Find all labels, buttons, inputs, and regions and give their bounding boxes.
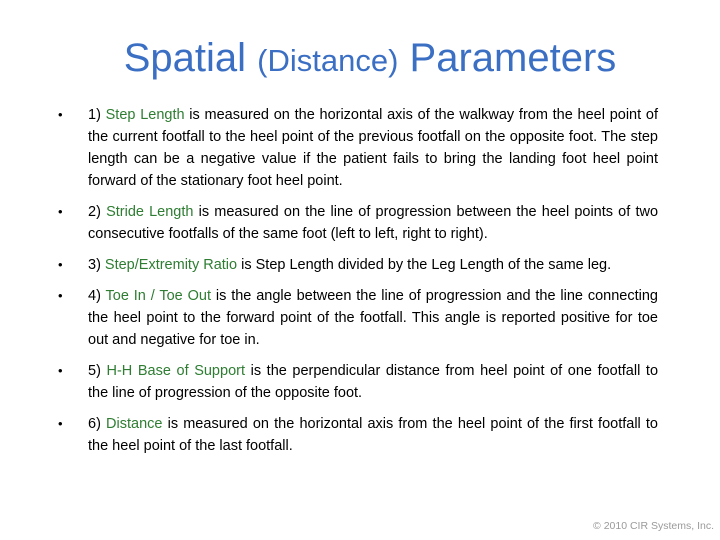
term-step-extremity-ratio: Step/Extremity Ratio [104, 257, 238, 273]
bullet-icon: • [58, 363, 63, 378]
list-item [58, 254, 658, 276]
item-prefix: 5) [88, 363, 107, 379]
item-text: is Step Length divided by the Leg Length of the same leg. [237, 257, 612, 273]
item-text: is the perpendicular distance from heel point of one footfall to the line of progression of the opposite foot. [88, 363, 659, 401]
term-stride-length: Stride Length [106, 204, 194, 220]
list-item [58, 413, 658, 457]
term-distance: Distance [106, 416, 163, 432]
list-item [58, 360, 658, 404]
bullet-icon: • [58, 204, 63, 219]
title-paren: (Distance) [257, 43, 399, 78]
list-item [58, 285, 658, 351]
copyright-footer: © 2010 CIR Systems, Inc. [593, 520, 714, 532]
title-tail: Parameters [409, 36, 617, 80]
item-text: is the angle between the line of progression and the line connecting the heel point to the forward point of the footfall. This angle is reported positive for toe out and negative for toe in. [88, 288, 658, 348]
title-main: Spatial [123, 36, 247, 80]
term-toe-in-toe-out: Toe In / Toe Out [105, 288, 211, 304]
bullet-icon: • [58, 107, 63, 122]
bullet-icon: • [58, 257, 63, 272]
bullet-icon: • [58, 288, 63, 303]
item-text: is measured on the horizontal axis from the heel point of the first footfall to the heel point of the last footfall. [88, 416, 658, 454]
slide-title [0, 32, 720, 87]
parameter-list [58, 104, 658, 466]
list-item [58, 201, 658, 245]
item-prefix: 6) [88, 416, 107, 432]
item-prefix: 2) [88, 204, 107, 220]
item-text: is measured on the line of progression between the heel points of two consecutive footfalls of the same foot (left to left, right to right). [88, 204, 659, 242]
bullet-icon: • [58, 416, 63, 431]
item-prefix: 1) [88, 107, 106, 123]
item-text: is measured on the horizontal axis of the walkway from the heel point of the current footfall to the heel point of the previous footfall on the opposite foot. The step length can be a negative value if the patient fails to bring the landing foot heel point forward of the stationary foot heel point. [88, 107, 658, 189]
item-prefix: 3) [88, 257, 105, 273]
term-hh-base-of-support: H-H Base of Support [106, 363, 245, 379]
item-prefix: 4) [88, 288, 106, 304]
list-item [58, 104, 658, 192]
term-step-length: Step Length [105, 107, 185, 123]
